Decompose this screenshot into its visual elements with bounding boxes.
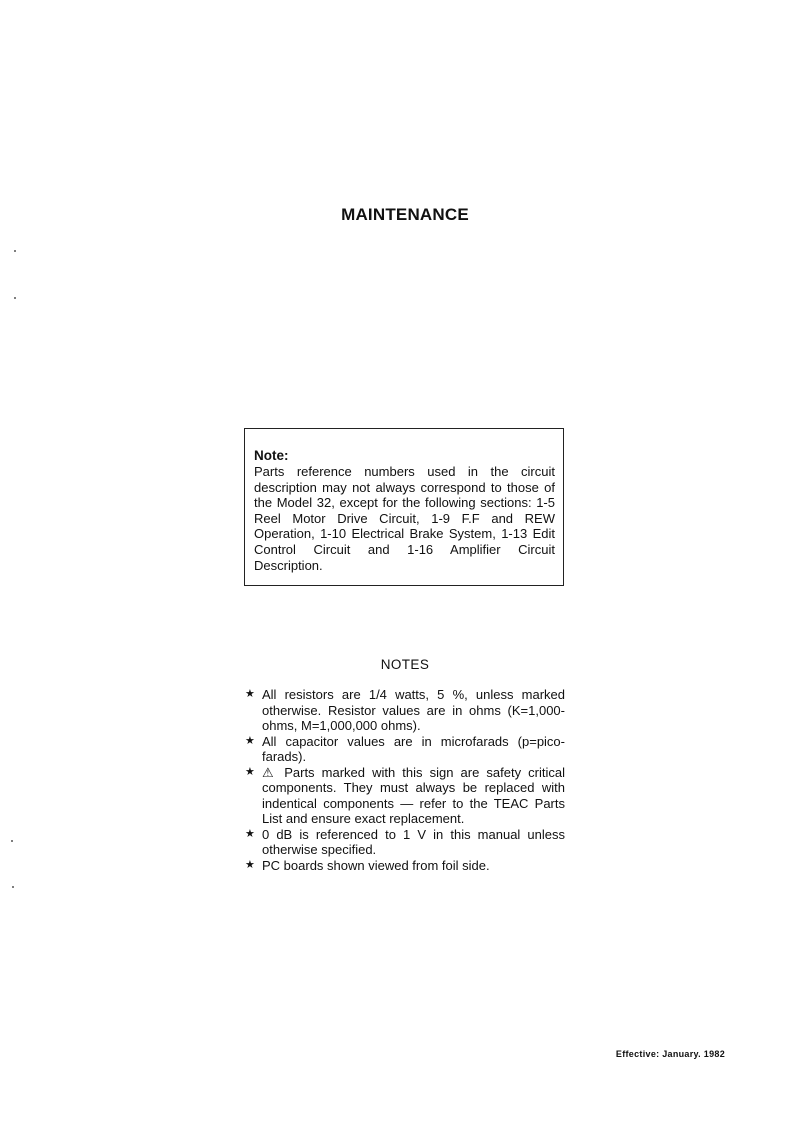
scan-speck [12,886,14,888]
star-bullet-icon: ★ [245,688,255,700]
note-item-text: All capacitor values are in microfarads (p=pico-farads). [262,733,565,764]
note-item-text: All resistors are 1/4 watts, 5 %, unless marked otherwise. Resistor values are in ohms (K=1,000-ohms, M=1,000,000 ohms). [262,687,565,733]
notes-heading: NOTES [380,657,430,672]
list-item [245,765,565,827]
scan-speck [14,250,16,252]
star-bullet-icon: ★ [245,734,255,747]
note-item-text: ⚠ Parts marked with this sign are safety critical components. They must always be replaced with indentical components — refer to the TEAC Parts List and ensure exact replacement. [262,764,565,826]
star-bullet-icon: ★ [245,827,255,840]
page-title: MAINTENANCE [341,205,469,224]
star-bullet-icon: ★ [245,765,255,778]
note-item-text: 0 dB is referenced to 1 V in this manual unless otherwise specified. [262,826,565,857]
note-heading: Note: [254,448,289,463]
effective-date: Effective: January. 1982 [615,1049,725,1059]
scan-speck [11,840,13,842]
list-item [245,687,565,734]
list-item [245,827,565,858]
list-item [245,734,565,765]
notes-list [245,687,565,873]
note-text: Parts reference numbers used in the circuit description may not always correspond to those of the Model 32, except for the following sections: 1-5 Reel Motor Drive Circuit, 1-9 F.F and REW Operation, 1-10 Electrical Brake System, 1-13 Edit Control Circuit and 1-16 Amplifier Circuit Description. [254,464,555,573]
note-box [244,428,564,586]
list-item [245,858,565,874]
star-bullet-icon: ★ [245,858,255,871]
scan-speck [14,297,16,299]
note-item-text: PC boards shown viewed from foil side. [262,857,490,873]
